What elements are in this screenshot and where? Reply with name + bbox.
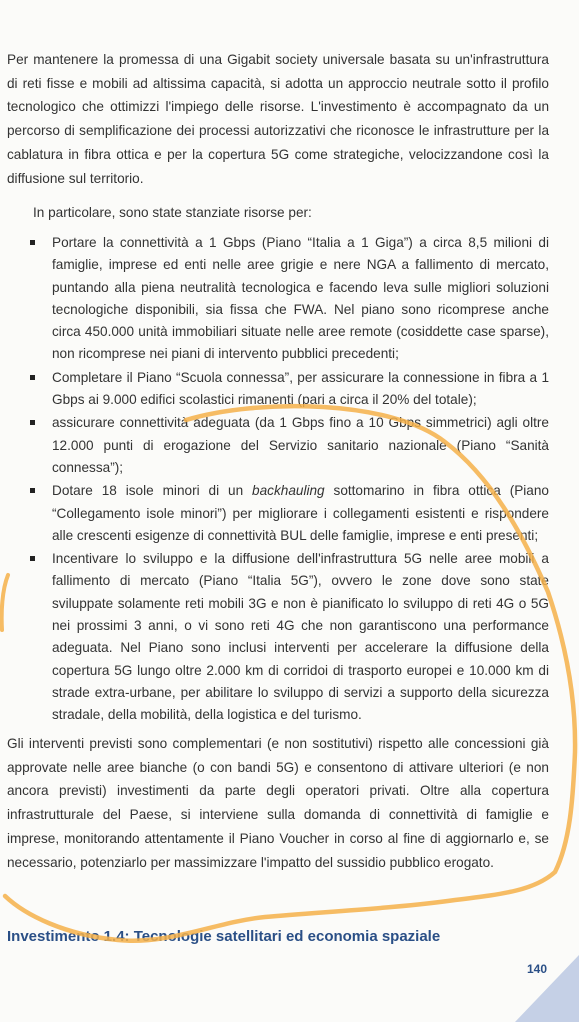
list-item-text: Incentivare lo sviluppo e la diffusione dell'infrastruttura 5G nelle aree mobili a fallimento di mercato (Piano “Italia 5G”), ovvero le zone dove sono state sviluppate solamente reti mobili 3G e non è pianificato lo sviluppo di reti 4G o 5G nei prossimi 3 anni, o vi sono reti 4G che non garantiscono una performance adeguata. Nel Piano sono inclusi interventi per accelerare la diffusione della copertura 5G lungo oltre 2.000 km di corridoi di trasporto europei e 10.000 km di strade extra-urbane, per abilitare lo sviluppo di servizi a supporto della sicurezza stradale, della mobilità, della logistica e del turismo.: [52, 551, 549, 723]
page-number: 140: [527, 962, 548, 976]
paragraph-gigabit-society: Per mantenere la promessa di una Gigabit society universale basata su un'infrastruttura di reti fisse e mobili ad altissima capacità, si adotta un approccio neutrale sotto il profilo tecnologico che ottimizzi l'impiego delle risorse. L'investimento è accompagnato da un percorso di semplificazione dei processi autorizzativi che riconosce le infrastrutture per la cablatura in fibra ottica e per la copertura 5G come strategiche, velocizzandone così la diffusione sul territorio.: [7, 52, 549, 186]
section-heading: Investimento 1.4: Tecnologie satellitari ed economia spaziale: [7, 928, 441, 945]
paragraph-interventi: Gli interventi previsti sono complementari (e non sostitutivi) rispetto alle concessioni già approvate nelle aree bianche (o con bandi 5G) e consentono di attivare ulteriori (e non ancora previsti) investimenti da parte degli operatori privati. Oltre alla copertura infrastrutturale del Paese, si interviene sulla domanda di connettività di famiglie e imprese, monitorando attentamente il Piano Voucher in corso al fine di aggiornarlo e, se necessario, potenziarlo per massimizzare l'impatto del sussidio pubblico erogato.: [7, 736, 549, 870]
list-item-text: Completare il Piano “Scuola connessa”, per assicurare la connessione in fibra a 1 Gbps ai 9.000 edifici scolastici rimanenti (pari a circa il 20% del totale);: [52, 369, 549, 408]
list-item-text: Dotare 18 isole minori di un backhauling sottomarino in fibra ottica (Piano “Collegamento isole minori”) per migliorare i collegamenti esistenti e rispondere alle crescenti esigenze di connettività BUL delle famiglie, imprese e enti presenti;: [52, 483, 549, 543]
italic-term: backhauling: [252, 483, 325, 499]
list-item-text: assicurare connettività adeguata (da 1 Gbps fino a 10 Gbps simmetrici) agli oltre 12.000 punti di erogazione del Servizio sanitario nazionale (Piano “Sanità connessa”);: [52, 415, 549, 475]
paragraph-intro: In particolare, sono state stanziate risorse per:: [33, 205, 312, 220]
list-item-text: Portare la connettività a 1 Gbps (Piano “Italia a 1 Giga”) a circa 8,5 milioni di famiglie, imprese ed enti nelle aree grigie e nere NGA a fallimento di mercato, puntando alla piena neutralità tecnologica e facendo leva sulle migliori soluzioni tecnologiche disponibili, sia fissa che FWA. Nel piano sono ricomprese anche circa 450.000 unità immobiliari situate nelle aree remote (cosiddette case sparse), non ricomprese nei piani di intervento pubblici precedenti;: [52, 235, 549, 362]
